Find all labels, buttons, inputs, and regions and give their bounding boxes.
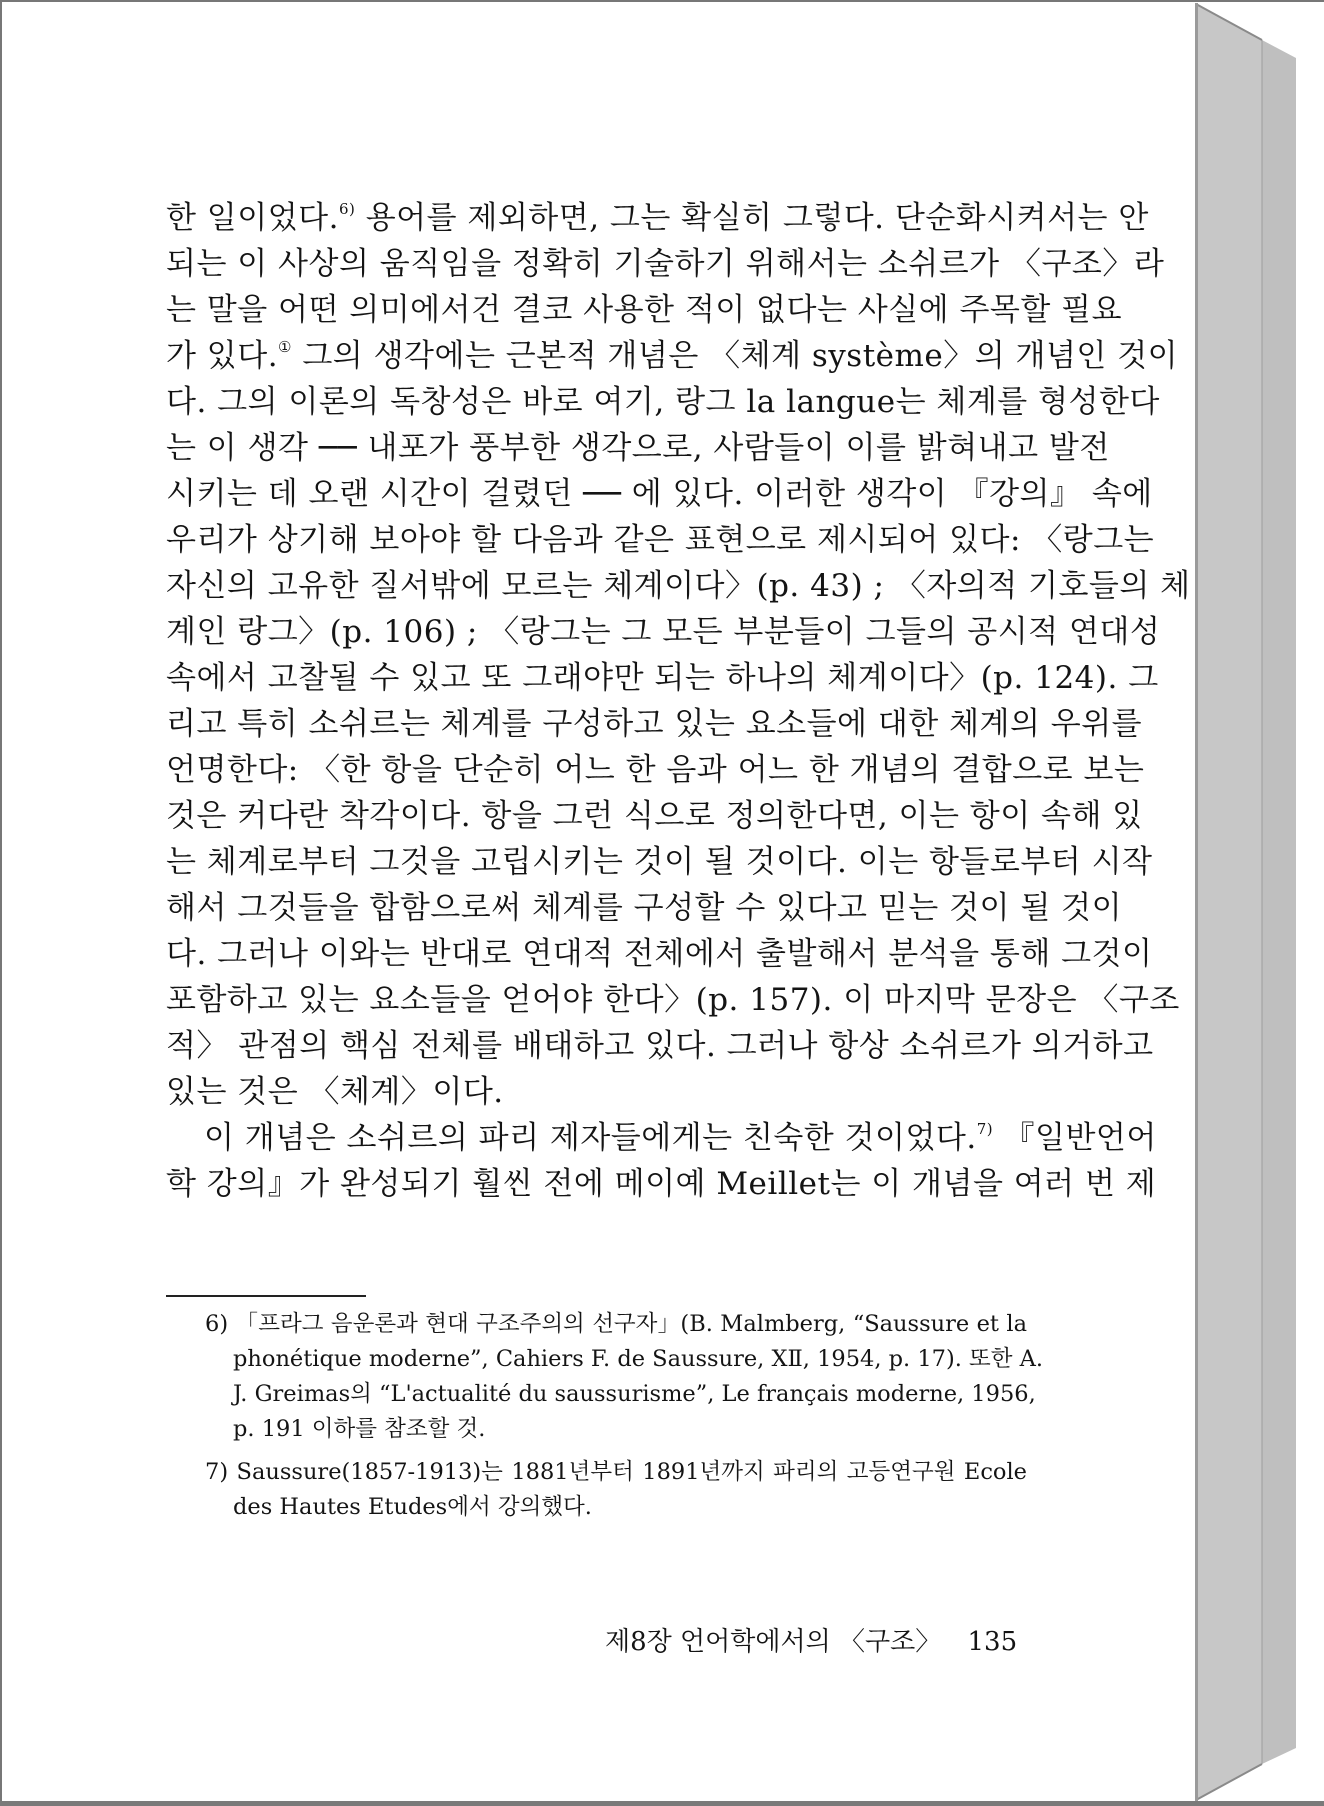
body-line-2: 되는 이 사상의 움직임을 정확히 기술하기 위해서는 소쉬르가 〈구조〉라 xyxy=(166,246,1165,282)
footnote-6-line-4: p. 191 이하를 참조할 것. xyxy=(233,1416,486,1442)
footnote-separator xyxy=(166,1295,366,1297)
running-footer xyxy=(605,1621,1017,1658)
footnote-6-line-1: 6) 「프라그 음운론과 현대 구조주의의 선구자」(B. Malmberg, “Saussure et la xyxy=(205,1311,1027,1337)
body-line-7: 시키는 데 오랜 시간이 걸렸던 ── 에 있다. 이러한 생각이 『강의』 속에 xyxy=(166,476,1153,512)
footnote-6-line-2: phonétique moderne”, Cahiers F. de Saussure, XⅡ, 1954, p. 17). 또한 A. xyxy=(233,1346,1044,1372)
footnote-7-line-1: 7) Saussure(1857-1913)는 1881년부터 1891년까지 파리의 고등연구원 Ecole xyxy=(205,1459,1027,1485)
body-line-1: 한 일이었다.$^{6)}$ 용어를 제외하면, 그는 확실히 그렇다. 단순화시켜서는 안 xyxy=(166,200,1149,236)
body-line-17: 다. 그러나 이와는 반대로 연대적 전체에서 출발해서 분석을 통해 그것이 xyxy=(166,936,1153,972)
footnote-ref-circled-1: ① xyxy=(278,338,292,356)
body-line-6: 는 이 생각 ── 내포가 풍부한 생각으로, 사람들이 이를 밝혀내고 발전 xyxy=(166,430,1110,466)
body-line-15: 는 체계로부터 그것을 고립시키는 것이 될 것이다. 이는 항들로부터 시작 xyxy=(166,844,1153,880)
page-right-edge xyxy=(1195,3,1198,1801)
body-line-5: 다. 그의 이론의 독창성은 바로 여기, 랑그 la langue는 체계를 형성한다 xyxy=(166,384,1160,420)
body-line-3: 는 말을 어떤 의미에서건 결코 사용한 적이 없다는 사실에 주목할 필요 xyxy=(166,292,1123,328)
body-line-14: 것은 커다란 착각이다. 항을 그런 식으로 정의한다면, 이는 항이 속해 있 xyxy=(166,798,1143,834)
body-line-19: 적〉 관점의 핵심 전체를 배태하고 있다. 그러나 항상 소쉬르가 의거하고 xyxy=(166,1028,1154,1064)
body-line-9: 자신의 고유한 질서밖에 모르는 체계이다〉(p. 43) ; 〈자의적 기호들의 체 xyxy=(166,568,1191,604)
footnote-ref-6: 6) xyxy=(338,200,356,218)
body-line-12: 리고 특히 소쉬르는 체계를 구성하고 있는 요소들에 대한 체계의 우위를 xyxy=(166,706,1143,742)
body-text xyxy=(166,195,1191,1207)
book-side-face xyxy=(1196,4,1262,1800)
body-line-20: 있는 것은 〈체계〉이다. xyxy=(166,1074,504,1110)
body-line-16: 해서 그것들을 합함으로써 체계를 구성할 수 있다고 믿는 것이 될 것이 xyxy=(166,890,1123,926)
body-line-8: 우리가 상기해 보아야 할 다음과 같은 표현으로 제시되어 있다: 〈랑그는 xyxy=(166,522,1155,558)
footnote-6-line-3: J. Greimas의 “L'actualité du saussurisme”, Le français moderne, 1956, xyxy=(233,1381,1036,1407)
page-number: 135 xyxy=(967,1627,1018,1657)
running-head: 제8장 언어학에서의 〈구조〉 xyxy=(605,1627,942,1657)
scan-border-bottom xyxy=(0,1801,1324,1806)
body-line-21: 이 개념은 소쉬르의 파리 제자들에게는 친숙한 것이었다.$^{7)}$ 『일반언어 xyxy=(204,1120,1157,1156)
body-line-4: 가 있다.① 그의 생각에는 근본적 개념은 〈체계 système〉의 개념인 것이 xyxy=(166,338,1179,374)
book-side-shadow xyxy=(1262,40,1296,1764)
footnote-7-line-2: des Hautes Etudes에서 강의했다. xyxy=(233,1494,592,1520)
body-line-13: 언명한다: 〈한 항을 단순히 어느 한 음과 어느 한 개념의 결합으로 보는 xyxy=(166,752,1145,788)
footnote-ref-7: 7) xyxy=(976,1120,994,1138)
body-line-10: 계인 랑그〉(p. 106) ; 〈랑그는 그 모든 부분들이 그들의 공시적 연대성 xyxy=(166,614,1161,650)
body-line-18: 포함하고 있는 요소들을 얻어야 한다〉(p. 157). 이 마지막 문장은 〈구조 xyxy=(166,982,1180,1018)
body-line-22: 학 강의』가 완성되기 훨씬 전에 메이예 Meillet는 이 개념을 여러 번 제 xyxy=(166,1166,1157,1202)
footnotes xyxy=(205,1307,1044,1525)
body-line-11: 속에서 고찰될 수 있고 또 그래야만 되는 하나의 체계이다〉(p. 124). 그 xyxy=(166,660,1159,696)
